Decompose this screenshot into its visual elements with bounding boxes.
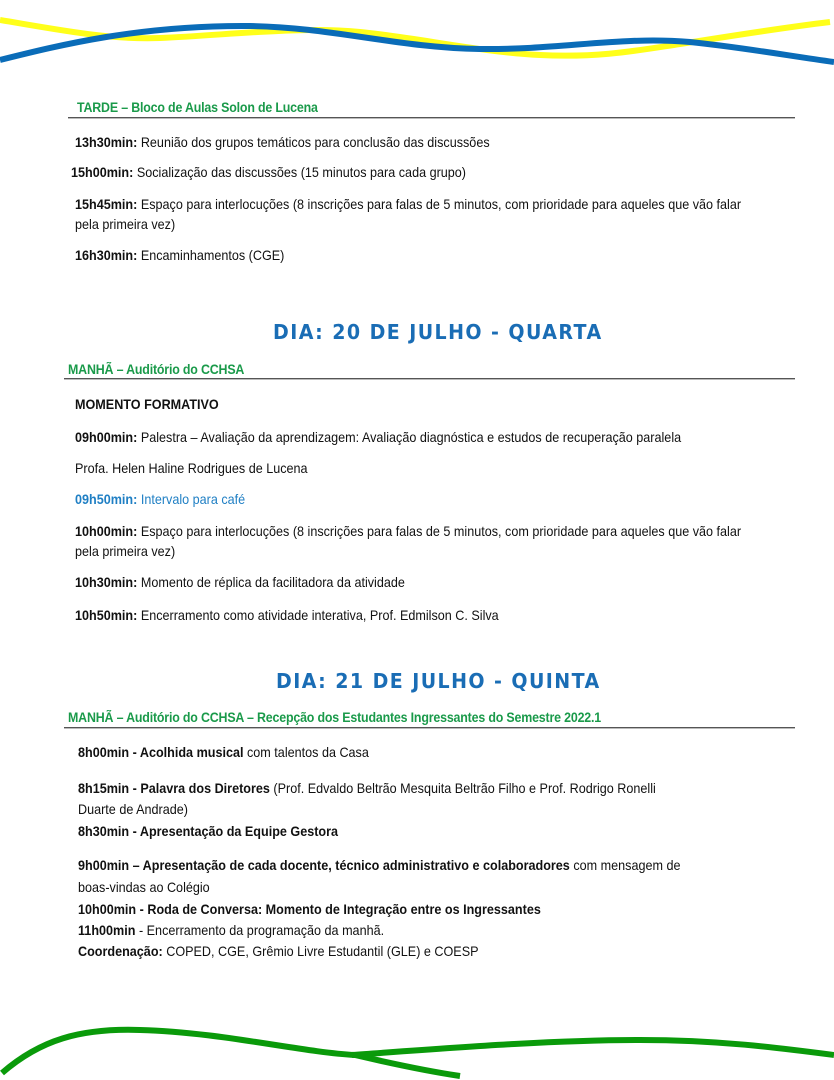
schedule-item-continued: boas-vindas ao Colégio	[78, 879, 210, 895]
schedule-item: 11h00min - Encerramento da programação da manhã.	[78, 922, 385, 938]
schedule-item: 10h30min: Momento de réplica da facilitadora da atividade	[75, 574, 405, 590]
schedule-item-continued: Duarte de Andrade)	[78, 801, 188, 817]
divider	[68, 117, 795, 119]
schedule-item: 8h15min - Palavra dos Diretores (Prof. Edvaldo Beltrão Mesquita Beltrão Filho e Prof. Rodrigo Ronelli	[78, 780, 656, 796]
section-heading-manha-recepcao: MANHÃ – Auditório do CCHSA – Recepção dos Estudantes Ingressantes do Semestre 2022.1	[68, 710, 602, 725]
top-wave-decoration	[0, 0, 834, 90]
schedule-item: 09h00min: Palestra – Avaliação da aprendizagem: Avaliação diagnóstica e estudos de recuperação paralela	[75, 429, 682, 445]
day-title-20: DIA: 20 DE JULHO - QUARTA	[273, 320, 603, 344]
speaker-name: Profa. Helen Haline Rodrigues de Lucena	[75, 460, 308, 476]
schedule-item: 10h00min - Roda de Conversa: Momento de Integração entre os Ingressantes	[78, 901, 541, 917]
divider	[64, 727, 795, 729]
schedule-item: 16h30min: Encaminhamentos (CGE)	[75, 247, 285, 263]
schedule-item: 10h50min: Encerramento como atividade interativa, Prof. Edmilson C. Silva	[75, 607, 499, 623]
day-title-21: DIA: 21 DE JULHO - QUINTA	[276, 669, 601, 693]
schedule-item: 8h00min - Acolhida musical com talentos da Casa	[78, 744, 369, 760]
schedule-item: 15h45min: Espaço para interlocuções (8 inscrições para falas de 5 minutos, com prioridade para aqueles que vão falar	[75, 196, 742, 212]
schedule-item: 15h00min: Socialização das discussões (15 minutos para cada grupo)	[71, 164, 467, 180]
divider	[64, 378, 795, 380]
schedule-item: 9h00min – Apresentação de cada docente, técnico administrativo e colaboradores com mensagem de	[78, 857, 681, 873]
bottom-wave-decoration	[0, 1010, 834, 1080]
schedule-item-continued: pela primeira vez)	[75, 543, 176, 559]
schedule-item: 10h00min: Espaço para interlocuções (8 inscrições para falas de 5 minutos, com prioridade para aqueles que vão falar	[75, 523, 742, 539]
schedule-item: 13h30min: Reunião dos grupos temáticos para conclusão das discussões	[75, 134, 490, 150]
schedule-item: 8h30min - Apresentação da Equipe Gestora	[78, 823, 339, 839]
section-heading-tarde: TARDE – Bloco de Aulas Solon de Lucena	[77, 100, 318, 115]
section-heading-manha: MANHÃ – Auditório do CCHSA	[68, 362, 245, 377]
schedule-item-continued: pela primeira vez)	[75, 216, 176, 232]
subsection-title: MOMENTO FORMATIVO	[75, 396, 219, 412]
schedule-item-break: 09h50min: Intervalo para café	[75, 491, 246, 507]
coordination-line: Coordenação: COPED, CGE, Grêmio Livre Estudantil (GLE) e COESP	[78, 943, 479, 959]
